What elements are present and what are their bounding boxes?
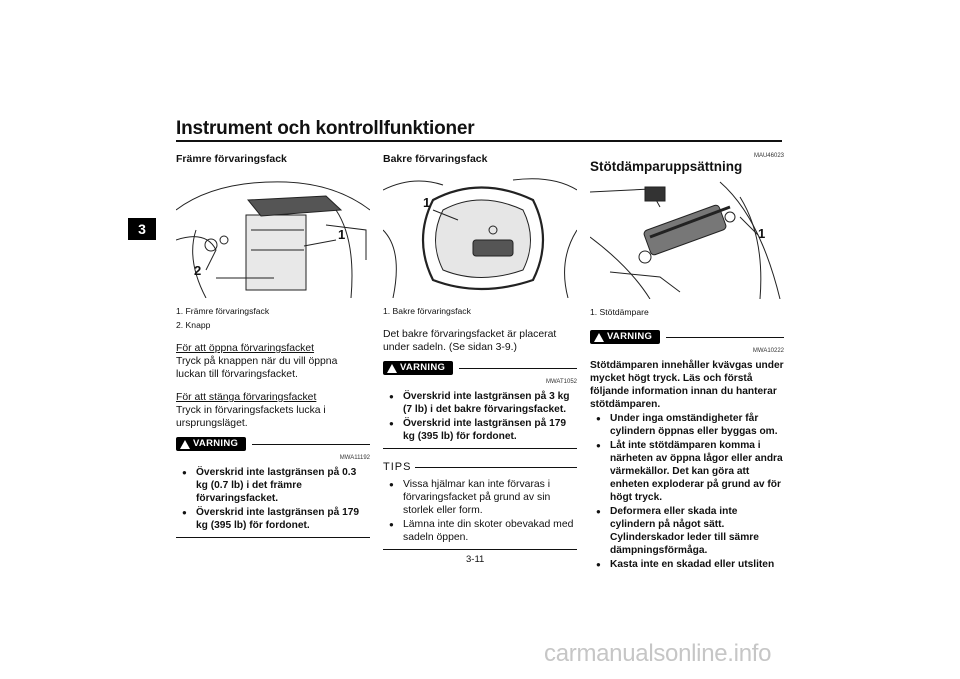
warning-label: VARNING xyxy=(607,331,653,342)
caption: 1. Bakre förvaringsfack xyxy=(383,306,471,316)
warning-item: ● Under inga omständigheter får cylindern öppnas eller byggas om. xyxy=(590,412,784,438)
close-text: Tryck in förvaringsfackets lucka i ursprungsläget. xyxy=(176,405,326,429)
tips-label: TIPS xyxy=(383,461,412,473)
figure-captions xyxy=(176,304,370,332)
page-number: 3-11 xyxy=(466,554,485,565)
warning-item: ● Överskrid inte lastgränsen på 179 kg (395 lb) för fordonet. xyxy=(176,506,370,532)
callout-1: 1 xyxy=(423,195,431,210)
tips-header xyxy=(383,461,577,474)
warning-item: ● Överskrid inte lastgränsen på 3 kg (7 lb) i det bakre förvaringsfacket. xyxy=(383,390,577,416)
close-title: För att stänga förvaringsfacket xyxy=(176,392,317,403)
shock-drawing xyxy=(590,177,784,299)
column-shock-absorber xyxy=(590,150,784,572)
shock-illustration xyxy=(590,177,784,299)
open-text: Tryck på knappen när du vill öppna luckan till förvaringsfacket. xyxy=(176,356,338,380)
warning-item: ● Deformera eller skada inte cylindern på något sätt. Cylinderskador leder till sämre dämpningsförmåga. xyxy=(590,505,784,557)
warning-label: VARNING xyxy=(400,362,446,373)
shock-heading: Stötdämparuppsättning xyxy=(590,159,743,174)
warning-item: ● Kasta inte en skadad eller utsliten xyxy=(590,558,784,571)
warning-badge xyxy=(590,330,660,344)
caption: 2. Knapp xyxy=(176,320,211,330)
column-front-storage xyxy=(176,150,370,538)
callout-2: 2 xyxy=(194,263,202,278)
tips-item: ● Vissa hjälmar kan inte förvaras i förvaringsfacket på grund av sin storlek eller form. xyxy=(383,478,577,517)
callout-1: 1 xyxy=(758,226,766,241)
header-rule xyxy=(176,140,782,142)
warning-label: VARNING xyxy=(193,438,239,449)
warning-triangle-icon xyxy=(387,364,397,373)
column-rear-storage xyxy=(383,150,577,550)
warning-code: MWA11192 xyxy=(339,455,370,461)
warning-item: ● Låt inte stötdämparen komma i närheten av öppna lågor eller andra värmekällor. Det kan göra att enheten exploderar på grund av för högt tryck. xyxy=(590,439,784,504)
rear-storage-illustration xyxy=(383,170,577,298)
warning-rule xyxy=(666,337,784,338)
warning-code: MWAT1052 xyxy=(545,379,577,385)
warning-end-rule xyxy=(383,448,577,449)
warning-code: MWA10222 xyxy=(752,348,784,354)
warning-box xyxy=(176,436,370,538)
chapter-tab: 3 xyxy=(128,218,156,240)
front-storage-heading: Främre förvaringsfack xyxy=(176,153,287,165)
figure-captions xyxy=(383,304,577,318)
rear-storage-drawing xyxy=(383,170,577,298)
tips-end-rule xyxy=(383,549,577,550)
warning-end-rule xyxy=(176,537,370,538)
tips-item: ● Lämna inte din skoter obevakad med sadeln öppen. xyxy=(383,518,577,544)
callout-1: 1 xyxy=(338,227,346,242)
warning-badge xyxy=(176,437,246,451)
warning-triangle-icon xyxy=(594,333,604,342)
warning-item: ● Överskrid inte lastgränsen på 0.3 kg (0.7 lb) i det främre förvaringsfacket. xyxy=(176,466,370,505)
warning-triangle-icon xyxy=(180,440,190,449)
caption: 1. Stötdämpare xyxy=(590,307,649,317)
warning-intro: Stötdämparen innehåller kvävgas under mycket högt tryck. Läs och förstå följande information innan du hanterar stötdämparen. xyxy=(590,360,784,410)
figure-captions xyxy=(590,305,784,319)
rear-storage-heading: Bakre förvaringsfack xyxy=(383,153,488,165)
tips-rule xyxy=(415,467,577,468)
open-title: För att öppna förvaringsfacket xyxy=(176,343,315,354)
front-storage-illustration xyxy=(176,170,370,298)
watermark: carmanualsonline.info xyxy=(544,640,772,667)
rear-storage-body: Det bakre förvaringsfacket är placerat under sadeln. (Se sidan 3-9.) xyxy=(383,329,557,353)
caption: 1. Främre förvaringsfack xyxy=(176,306,270,316)
warning-badge xyxy=(383,361,453,375)
warning-rule xyxy=(459,368,577,369)
warning-box xyxy=(590,329,784,571)
warning-item: ● Överskrid inte lastgränsen på 179 kg (395 lb) för fordonet. xyxy=(383,417,577,443)
page-title: Instrument och kontrollfunktioner xyxy=(176,118,475,139)
warning-rule xyxy=(252,444,370,445)
section-code: MAU46023 xyxy=(753,153,784,159)
tips-box xyxy=(383,474,577,544)
warning-box xyxy=(383,360,577,449)
